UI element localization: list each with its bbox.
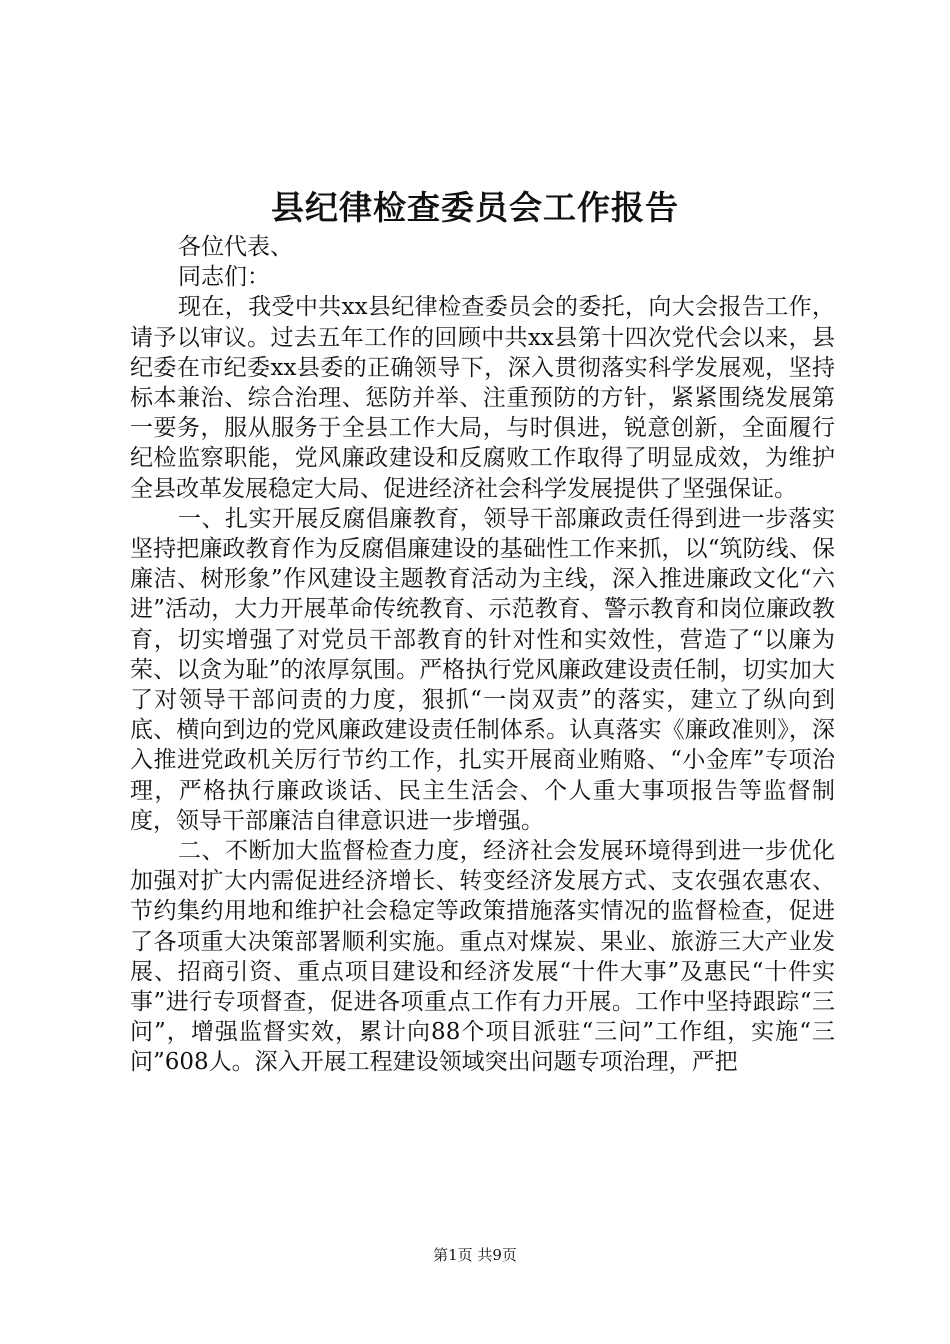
document-title: 县纪律检查委员会工作报告 [271, 188, 679, 227]
paragraph-intro: 现在，我受中共xx县纪律检查委员会的委托，向大会报告工作，请予以审议。过去五年工作的回顾中共xx县第十四次党代会以来，县纪委在市纪委xx县委的正确领导下，深入贯彻落实科学发展观，坚持标本兼治、综合治理、惩防并举、注重预防的方针，紧紧围绕发展第一要务，服从服务于全县工作大局，与时俱进，锐意创新，全面履行纪检监察职能，党风廉政建设和反腐败工作取得了明显成效，为维护全县改革发展稳定大局、促进经济社会科学发展提供了坚强保证。 [130, 294, 835, 502]
page-number-footer: 第1页 共9页 [433, 1246, 517, 1264]
salutation-comrades: 同志们： [178, 264, 270, 291]
salutation-delegates: 各位代表、 [178, 234, 293, 260]
paragraph-supervision: 二、不断加大监督检查力度，经济社会发展环境得到进一步优化加强对扩大内需促进经济增长、转变经济发展方式、支农强农惠农、节约集约用地和维护社会稳定等政策措施落实情况的监督检查，促进了各项重大决策部署顺利实施。重点对煤炭、果业、旅游三大产业发展、招商引资、重点项目建设和经济发展“十件大事”及惠民“十件实事”进行专项督查，促进各项重点工作有力开展。工作中坚持跟踪“三问”，增强监督实效，累计向88个项目派驻“三问”工作组，实施“三问”608人。深入开展工程建设领域突出问题专项治理，严把 [130, 838, 835, 1076]
paragraph-education: 一、扎实开展反腐倡廉教育，领导干部廉政责任得到进一步落实坚持把廉政教育作为反腐倡廉建设的基础性工作来抓，以“筑防线、保廉洁、树形象”作风建设主题教育活动为主线，深入推进廉政文化“六进”活动，大力开展革命传统教育、示范教育、警示教育和岗位廉政教育，切实增强了对党员干部教育的针对性和实效性，营造了“以廉为荣、以贪为耻”的浓厚氛围。严格执行党风廉政建设责任制，切实加大了对领导干部问责的力度，狠抓“一岗双责”的落实，建立了纵向到底、横向到边的党风廉政建设责任制体系。认真落实《廉政准则》，深入推进党政机关厉行节约工作，扎实开展商业贿赂、“小金库”专项治理，严格执行廉政谈话、民主生活会、个人重大事项报告等监督制度，领导干部廉洁自律意识进一步增强。 [130, 505, 835, 834]
document-body [130, 232, 835, 1078]
